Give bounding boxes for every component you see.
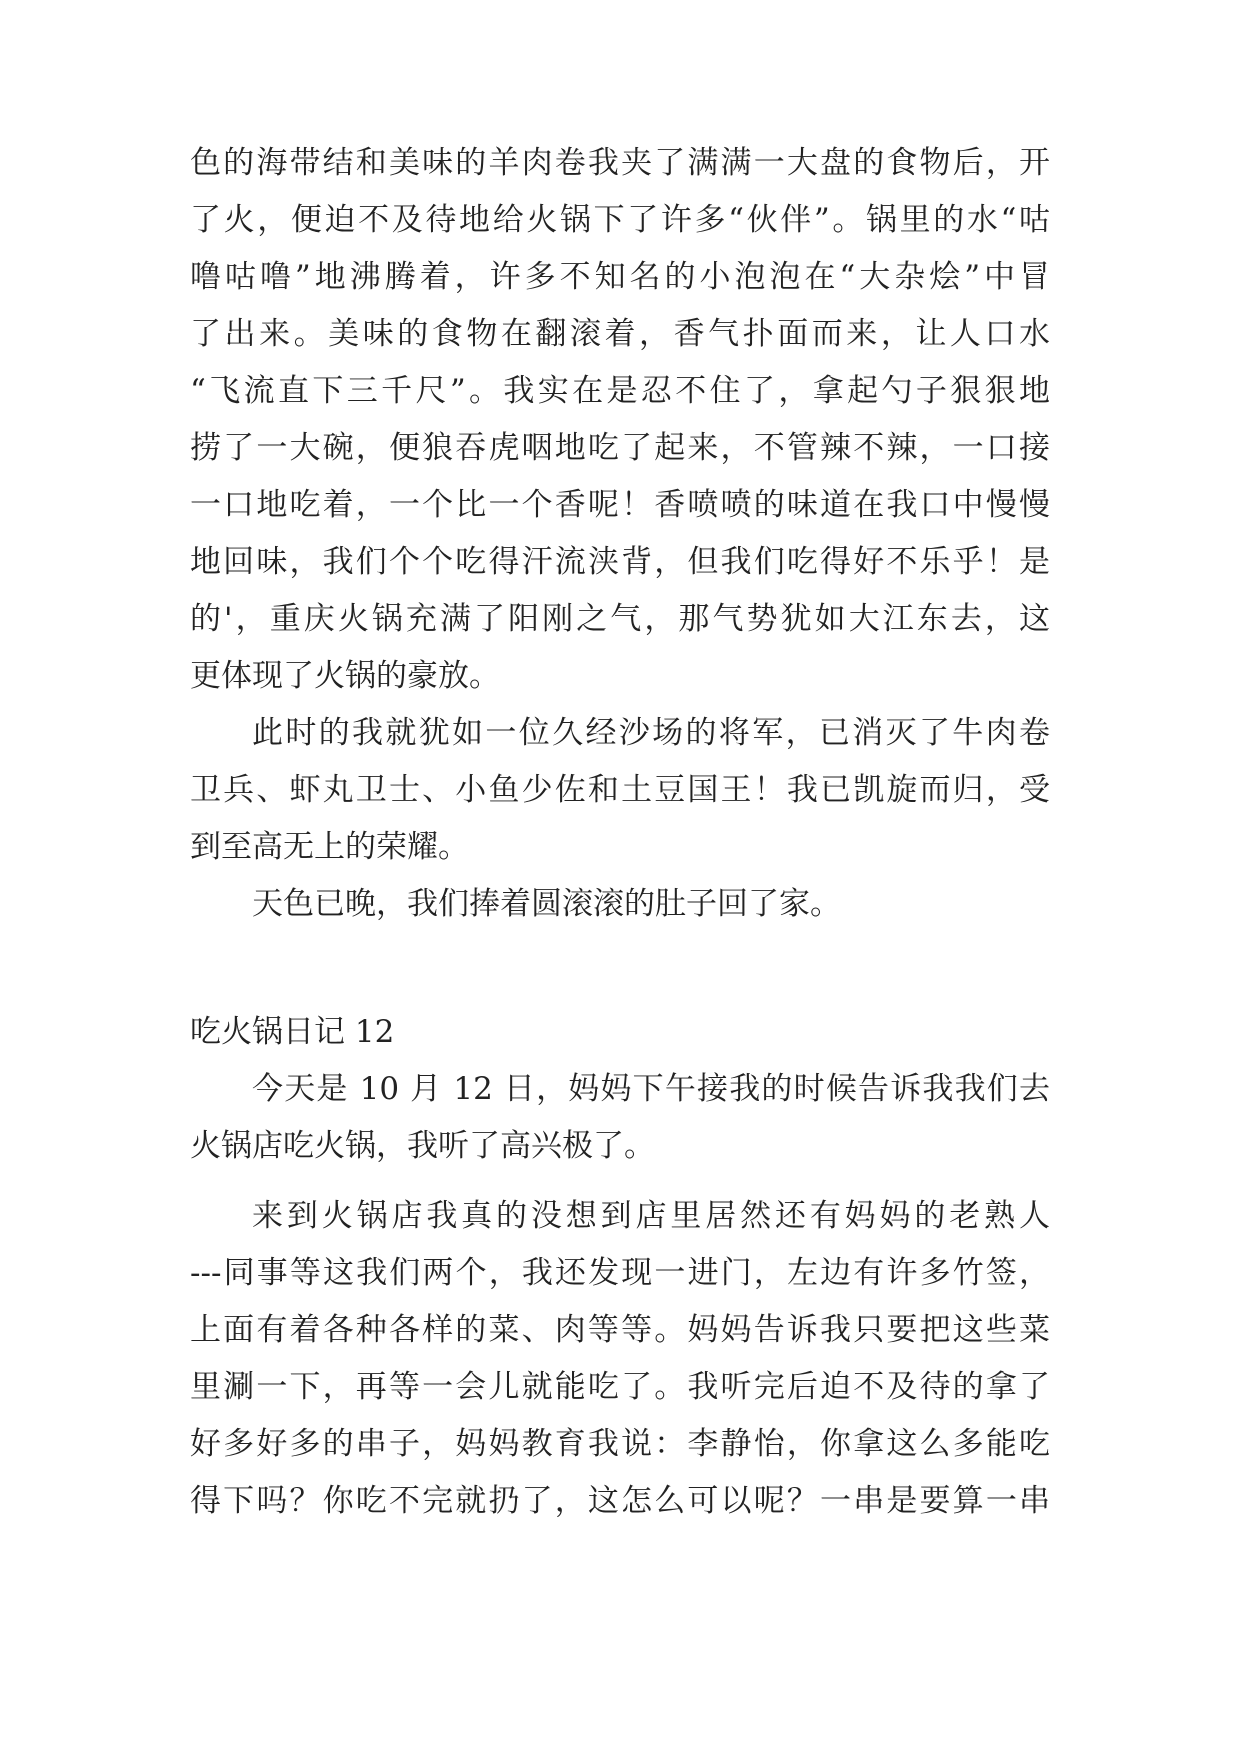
text-line: 的'，重庆火锅充满了阳刚之气，那气势犹如大江东去，这: [190, 601, 1050, 637]
text-line: 里涮一下，再等一会儿就能吃了。我听完后迫不及待的拿了: [190, 1369, 1050, 1405]
text-line: 了火，便迫不及待地给火锅下了许多“伙伴”。锅里的水“咕: [190, 202, 1050, 238]
text-line: 地回味，我们个个吃得汗流浃背，但我们吃得好不乐乎！是: [190, 544, 1050, 580]
text-line: 噜咕噜”地沸腾着，许多不知名的小泡泡在“大杂烩”中冒: [190, 259, 1050, 295]
text-line: 捞了一大碗，便狼吞虎咽地吃了起来，不管辣不辣，一口接: [190, 430, 1050, 466]
text-line: 到至高无上的荣耀。: [190, 829, 469, 865]
text-line: 一口地吃着，一个比一个香呢！香喷喷的味道在我口中慢慢: [190, 487, 1050, 523]
text-line: 更体现了火锅的豪放。: [190, 658, 500, 694]
text-line: 卫兵、虾丸卫士、小鱼少佐和土豆国王！我已凯旋而归，受: [190, 772, 1050, 808]
text-line: “飞流直下三千尺”。我实在是忍不住了，拿起勺子狠狠地: [190, 373, 1050, 409]
paragraph-first-line: 来到火锅店我真的没想到店里居然还有妈妈的老熟人: [252, 1198, 1050, 1234]
text-line: 火锅店吃火锅，我听了高兴极了。: [190, 1128, 655, 1164]
paragraph-first-line: 此时的我就犹如一位久经沙场的将军，已消灭了牛肉卷: [252, 715, 1050, 751]
text-line: ---同事等这我们两个，我还发现一进门，左边有许多竹签，: [190, 1255, 1050, 1291]
text-line: 上面有着各种各样的菜、肉等等。妈妈告诉我只要把这些菜: [190, 1312, 1050, 1348]
text-line: 得下吗？你吃不完就扔了，这怎么可以呢？一串是要算一串: [190, 1483, 1050, 1519]
section-title: 吃火锅日记 12: [190, 1014, 395, 1050]
text-line: 了出来。美味的食物在翻滚着，香气扑面而来，让人口水: [190, 316, 1050, 352]
text-line: 色的海带结和美味的羊肉卷我夹了满满一大盘的食物后，开: [190, 145, 1050, 181]
paragraph-first-line: 天色已晚，我们捧着圆滚滚的肚子回了家。: [252, 886, 841, 922]
paragraph-first-line: 今天是 10 月 12 日，妈妈下午接我的时候告诉我我们去: [252, 1071, 1050, 1107]
text-line: 好多好多的串子，妈妈教育我说：李静怡，你拿这么多能吃: [190, 1426, 1050, 1462]
